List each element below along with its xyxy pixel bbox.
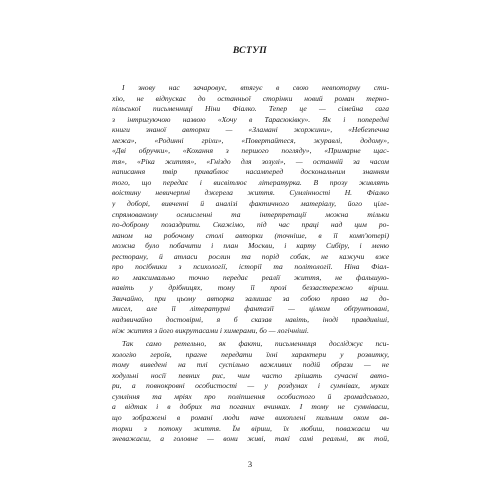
text-line: торки з потоку життя. Їм віриш, їх любиш, поважаєш чи bbox=[112, 423, 389, 433]
text-line: ресторану, й атласи рослин та порід собак, не кажучи вже bbox=[112, 251, 389, 261]
text-line: воістину невичерпні джерела життя. Сумлінності Н. Фіалко bbox=[112, 188, 389, 198]
text-line: ри, а повнокровні особистості — у роздумах і сумніваx, муках bbox=[112, 381, 389, 391]
page-number: 3 bbox=[247, 459, 253, 469]
text-line: з інтригуючою назвою «Хочу в Тарасюківку». Як і попередні bbox=[112, 114, 389, 124]
text-line: межа», «Родинні гріхи», «Повертайтеся, журавлі, додому», bbox=[112, 135, 389, 145]
text-line: написання твір приваблює насамперед доскональним знанням bbox=[112, 167, 389, 177]
text-line: того, що передає і висвітлює літературка. В прозу живлять bbox=[112, 177, 389, 187]
text-line: ходульні носії певних рис, чим часто грішать сучасні авто- bbox=[112, 370, 389, 380]
text-line: маном на робочому столі авторки (точніше, в її комп'ютері) bbox=[112, 230, 389, 240]
text-line: Звичайно, при цьому авторка залишає за собою право на до- bbox=[112, 293, 389, 303]
text-line: у доборі, вивченні й аналізі фактичного матеріалу, його ціле- bbox=[112, 199, 389, 209]
text-line: зневажаєш, а головне — вони живі, такі самі реальні, як той, bbox=[112, 434, 389, 444]
text-line: тому виведені на тлі суспільно важливих подій образи — не bbox=[112, 360, 389, 370]
text-line: тя», «Ріка життя», «Гніздо для зозулі», — останній за часом bbox=[112, 156, 389, 166]
body-text bbox=[112, 83, 389, 445]
text-line: спрямованому осмисленні та інтерпретації можна тільки bbox=[112, 209, 389, 219]
chapter-heading: ВСТУП bbox=[232, 45, 268, 56]
text-line: надзвичайно достовірні, я б сказав навіть, іноді правдивіші, bbox=[112, 315, 389, 325]
text-line: ко максимально точно передає реалії життя, не фальшую- bbox=[112, 272, 389, 282]
text-line: ніж життя з його викрутасами і химерами, бо — логічніші. bbox=[112, 325, 309, 335]
text-line: що зображені в романі люди наче вихоплені пильним оком ав- bbox=[112, 412, 389, 422]
text-line: хологію героїв, прагне передати їхні характери у розвитку, bbox=[112, 349, 389, 359]
text-line: навіть у дрібницях, тому її прозі беззастережно віриш. bbox=[112, 283, 389, 293]
text-line: книги знаної авторки — «Зламані жоржини», «Небезпечна bbox=[112, 125, 389, 135]
text-line: а відтак і в добрих та поганих вчинках. І тому не сумніваєш, bbox=[112, 402, 389, 412]
text-line: І знову нас зачаровує, втягує в свою невпоторну сти- bbox=[122, 83, 389, 92]
text-line: можна було побачити і план Москви, і карту Сибіру, і меню bbox=[112, 241, 389, 251]
text-line: по-доброму позаздрити. Скажімо, під час праці над цим ро- bbox=[112, 220, 389, 230]
text-line: «Дві обручки», «Кохання з першого погляду», «Примарне щас- bbox=[112, 146, 389, 156]
text-line: хію, не відпускає до останньої сторінки новий роман терно- bbox=[112, 93, 389, 103]
text-line: мисел, але її літературні фантазії — цілком обґрунтовані, bbox=[112, 304, 389, 314]
text-line: сумління та мріях про поліпшення особистого й громадського, bbox=[112, 391, 389, 401]
text-line: пільської письменниці Ніни Фіалко. Тепер це — сімейна сага bbox=[112, 104, 389, 114]
text-line: Так само ретельно, як факти, письменниця досліджує пси- bbox=[122, 339, 389, 349]
paragraph-2 bbox=[112, 339, 389, 444]
paragraph-1 bbox=[112, 83, 389, 336]
text-line: про посібники з психології, історії та політології. Ніна Фіал- bbox=[112, 262, 389, 272]
